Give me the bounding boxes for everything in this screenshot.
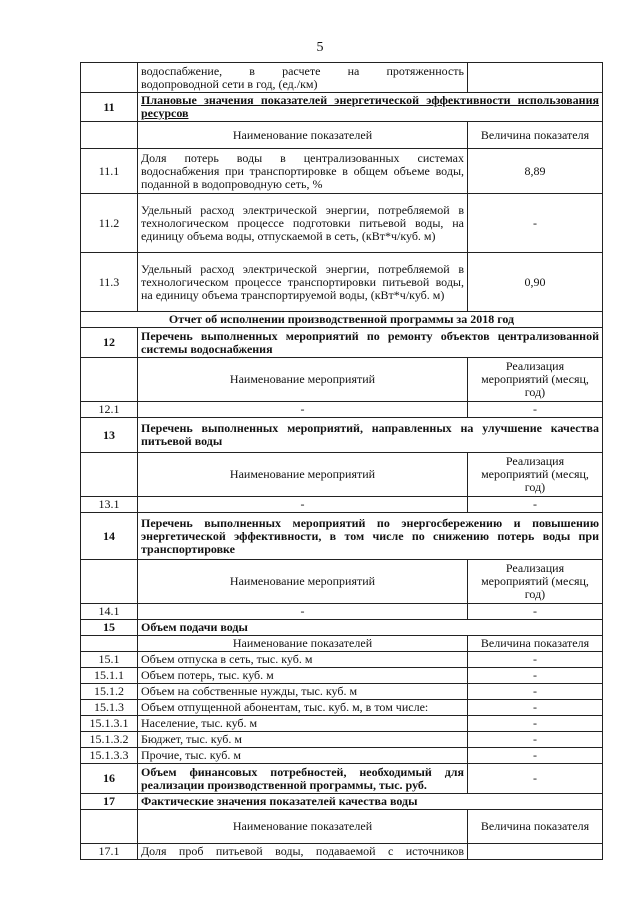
table-row	[81, 63, 603, 93]
row-number: 13.1	[81, 497, 138, 513]
row-number: 11.1	[81, 149, 138, 194]
row-value: -	[468, 716, 603, 732]
row-number: 15.1.2	[81, 684, 138, 700]
column-header: Величина показателя	[468, 636, 603, 652]
section-title: Объем подачи воды	[138, 620, 603, 636]
table-row	[81, 844, 603, 860]
row-text: Население, тыс. куб. м	[138, 716, 468, 732]
section-number: 15	[81, 620, 138, 636]
table-row	[81, 194, 603, 253]
table-row	[81, 253, 603, 312]
column-header: Наименование мероприятий	[138, 358, 468, 402]
row-text: -	[138, 604, 468, 620]
section-11-header	[81, 93, 603, 122]
row-text: Доля потерь воды в централизованных системах водоснабжения при транспортировке в общем объеме воды, поданной в водопроводную сеть, %	[138, 149, 468, 194]
section-number: 12	[81, 328, 138, 358]
row-text: -	[138, 497, 468, 513]
row-text: Объем на собственные нужды, тыс. куб. м	[138, 684, 468, 700]
row-value: -	[468, 700, 603, 716]
row-text: Бюджет, тыс. куб. м	[138, 732, 468, 748]
column-header: Наименование мероприятий	[138, 453, 468, 497]
section-number: 11	[81, 93, 138, 122]
row-value: 8,89	[468, 149, 603, 194]
column-header: Реализация мероприятий (месяц, год)	[468, 560, 603, 604]
page-number: 5	[316, 40, 324, 55]
table-row	[81, 684, 603, 700]
table-row	[81, 716, 603, 732]
table-row	[81, 402, 603, 418]
table-row	[81, 700, 603, 716]
section-title: Перечень выполненных мероприятий по энергосбережению и повышению энергетической эффективности, в том числе по снижению потерь воды при транспортировке	[138, 513, 603, 560]
row-number: 15.1.3.3	[81, 748, 138, 764]
row-text: Объем отпущенной абонентам, тыс. куб. м, в том числе:	[138, 700, 468, 716]
column-header-row	[81, 636, 603, 652]
continuation-line-2: водопроводной сети в год, (ед./км)	[141, 76, 318, 91]
row-number: 15.1	[81, 652, 138, 668]
column-header-row	[81, 453, 603, 497]
section-title: Перечень выполненных мероприятий по ремонту объектов централизованной системы водоснабжения	[138, 328, 603, 358]
column-header: Наименование показателей	[138, 122, 468, 149]
row-value: -	[468, 652, 603, 668]
row-value: -	[468, 764, 603, 794]
table-row	[81, 732, 603, 748]
table-row	[81, 149, 603, 194]
column-header: Наименование мероприятий	[138, 560, 468, 604]
row-number: 15.1.3	[81, 700, 138, 716]
table-row	[81, 748, 603, 764]
row-text: Объем отпуска в сеть, тыс. куб. м	[138, 652, 468, 668]
section-title: Перечень выполненных мероприятий, направленных на улучшение качества питьевой воды	[138, 418, 603, 453]
table-row	[81, 668, 603, 684]
section-16-row	[81, 764, 603, 794]
row-number: 11.3	[81, 253, 138, 312]
section-number: 13	[81, 418, 138, 453]
column-header: Реализация мероприятий (месяц, год)	[468, 358, 603, 402]
report-title: Отчет об исполнении производственной программы за 2018 год	[81, 312, 603, 328]
section-title: Плановые значения показателей энергетической эффективности использования ресурсов	[138, 93, 603, 122]
table-row	[81, 604, 603, 620]
row-text: Удельный расход электрической энергии, потребляемой в технологическом процессе транспортировки питьевой воды, на единицу объема транспортируемой воды, (кВт*ч/куб. м)	[138, 253, 468, 312]
row-number: 12.1	[81, 402, 138, 418]
column-header: Наименование показателей	[138, 636, 468, 652]
section-number: 16	[81, 764, 138, 794]
row-value: -	[468, 684, 603, 700]
row-number: 15.1.3.2	[81, 732, 138, 748]
row-value: -	[468, 402, 603, 418]
column-header: Величина показателя	[468, 810, 603, 844]
column-header-row	[81, 810, 603, 844]
column-header: Величина показателя	[468, 122, 603, 149]
row-text: Удельный расход электрической энергии, потребляемой в технологическом процессе подготовки питьевой воды, на единицу объема воды, отпускаемой в сеть, (кВт*ч/куб. м)	[138, 194, 468, 253]
row-value: -	[468, 497, 603, 513]
row-number: 15.1.3.1	[81, 716, 138, 732]
row-value: -	[468, 668, 603, 684]
document-table	[80, 62, 603, 860]
column-header-row	[81, 358, 603, 402]
row-value: -	[468, 604, 603, 620]
row-text: Доля проб питьевой воды, подаваемой с источников	[138, 844, 468, 860]
section-number: 14	[81, 513, 138, 560]
continuation-line-1: водоспабжение, в расчете на протяженность	[141, 63, 464, 78]
report-title-row	[81, 312, 603, 328]
section-title: Фактические значения показателей качества воды	[138, 794, 603, 810]
row-text: -	[138, 402, 468, 418]
section-12-header	[81, 328, 603, 358]
row-number: 11.2	[81, 194, 138, 253]
column-header-row	[81, 560, 603, 604]
table-row	[81, 652, 603, 668]
row-value: 0,90	[468, 253, 603, 312]
row-number: 17.1	[81, 844, 138, 860]
row-number: 14.1	[81, 604, 138, 620]
row-value: -	[468, 194, 603, 253]
section-title: Объем финансовых потребностей, необходимый для реализации производственной программы, тыс. руб.	[138, 764, 468, 794]
row-value: -	[468, 732, 603, 748]
section-13-header	[81, 418, 603, 453]
section-17-header	[81, 794, 603, 810]
row-text: Объем потерь, тыс. куб. м	[138, 668, 468, 684]
row-value: -	[468, 748, 603, 764]
column-header: Реализация мероприятий (месяц, год)	[468, 453, 603, 497]
section-14-header	[81, 513, 603, 560]
column-header: Наименование показателей	[138, 810, 468, 844]
section-number: 17	[81, 794, 138, 810]
row-number: 15.1.1	[81, 668, 138, 684]
row-text: Прочие, тыс. куб. м	[138, 748, 468, 764]
column-header-row	[81, 122, 603, 149]
table-row	[81, 497, 603, 513]
section-15-header	[81, 620, 603, 636]
